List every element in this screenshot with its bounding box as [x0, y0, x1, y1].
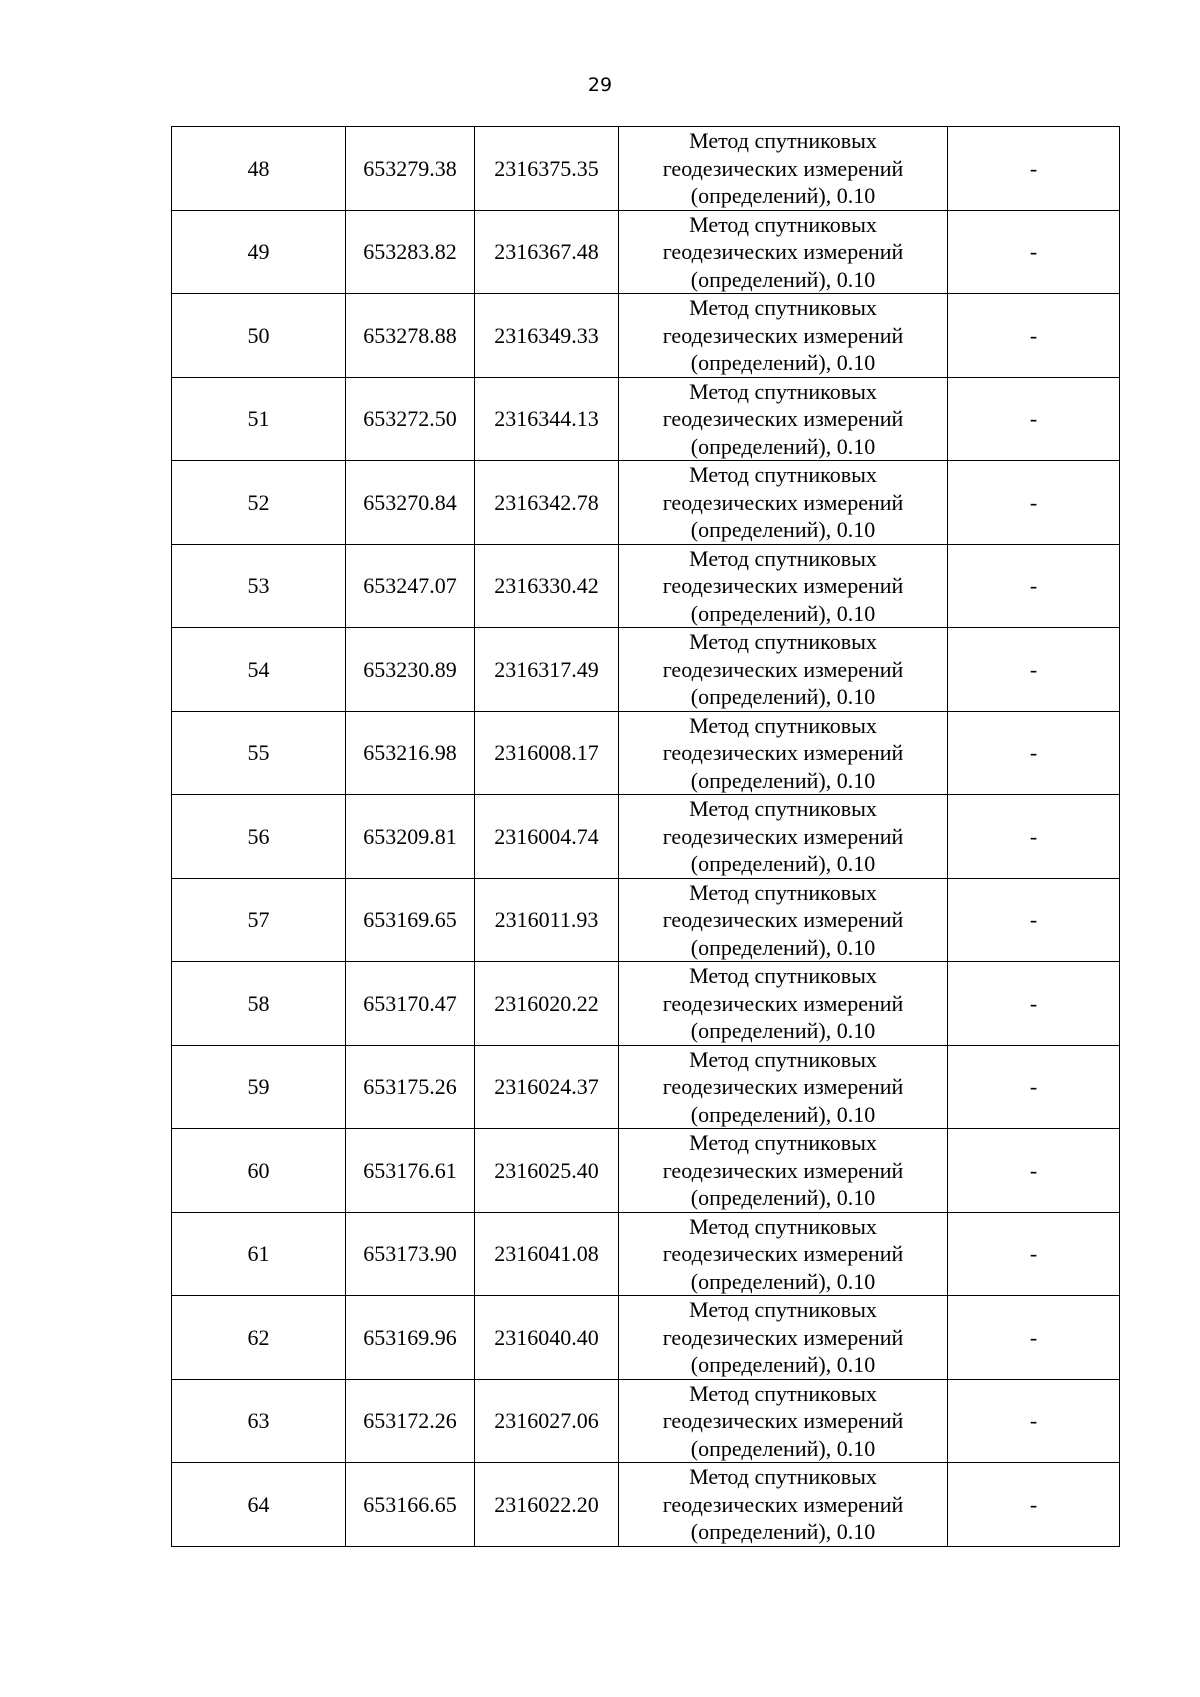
method-text-line: Метод спутниковых	[689, 378, 877, 404]
method-text-line: геодезических измерений	[662, 656, 904, 682]
method-text-line: Метод спутниковых	[689, 1464, 877, 1489]
method-cell	[619, 711, 948, 795]
table-row	[172, 795, 1120, 879]
x-coordinate-cell: 653173.90	[346, 1212, 475, 1296]
method-cell	[619, 377, 948, 461]
table-row	[172, 962, 1120, 1046]
y-coordinate-cell: 2316008.17	[475, 711, 619, 795]
method-text-line: Метод спутниковых	[689, 295, 877, 320]
x-coordinate-cell: 653172.26	[346, 1379, 475, 1463]
method-text-line: (определений), 0.10	[690, 767, 876, 793]
x-coordinate-cell: 653272.50	[346, 377, 475, 461]
method-text-line: геодезических измерений	[662, 406, 904, 431]
page-number: 29	[587, 74, 613, 96]
method-cell	[619, 461, 948, 545]
table-row	[172, 127, 1120, 211]
table-row	[172, 628, 1120, 712]
method-text-line: (определений), 0.10	[690, 1185, 876, 1210]
point-number-cell: 53	[172, 544, 346, 628]
table-row	[172, 544, 1120, 628]
y-coordinate-cell: 2316027.06	[475, 1379, 619, 1463]
method-text-line: геодезических измерений	[662, 990, 904, 1016]
point-number-cell: 50	[172, 294, 346, 378]
method-cell	[619, 210, 948, 294]
method-text-line: Метод спутниковых	[689, 1297, 877, 1322]
method-cell	[619, 878, 948, 962]
y-coordinate-cell: 2316011.93	[475, 878, 619, 962]
method-text-line: (определений), 0.10	[690, 1101, 876, 1127]
note-cell: -	[948, 1463, 1120, 1547]
y-coordinate-cell: 2316344.13	[475, 377, 619, 461]
point-number-cell: 59	[172, 1045, 346, 1129]
method-text-line: (определений), 0.10	[690, 1352, 876, 1377]
note-cell: -	[948, 1296, 1120, 1380]
table-row	[172, 1379, 1120, 1463]
point-number-cell: 51	[172, 377, 346, 461]
point-number-cell: 64	[172, 1463, 346, 1547]
x-coordinate-cell: 653278.88	[346, 294, 475, 378]
method-text-line: Метод спутниковых	[689, 462, 877, 487]
point-number-cell: 56	[172, 795, 346, 879]
y-coordinate-cell: 2316022.20	[475, 1463, 619, 1547]
table-row	[172, 1463, 1120, 1547]
method-cell	[619, 1296, 948, 1380]
table-row	[172, 1212, 1120, 1296]
method-text-line: геодезических измерений	[662, 1324, 904, 1350]
table-row	[172, 1045, 1120, 1129]
method-text-line: Метод спутниковых	[689, 1380, 877, 1406]
method-cell	[619, 1379, 948, 1463]
method-text-line: (определений), 0.10	[690, 851, 876, 876]
note-cell: -	[948, 127, 1120, 211]
method-text-line: (определений), 0.10	[690, 1519, 876, 1544]
method-cell	[619, 127, 948, 211]
method-text-line: геодезических измерений	[662, 740, 904, 765]
table-row	[172, 210, 1120, 294]
y-coordinate-cell: 2316020.22	[475, 962, 619, 1046]
y-coordinate-cell: 2316375.35	[475, 127, 619, 211]
point-number-cell: 61	[172, 1212, 346, 1296]
coordinates-table	[171, 126, 1120, 1547]
method-text-line: (определений), 0.10	[690, 1268, 876, 1294]
method-text-line: Метод спутниковых	[689, 963, 877, 988]
x-coordinate-cell: 653176.61	[346, 1129, 475, 1213]
note-cell: -	[948, 294, 1120, 378]
x-coordinate-cell: 653283.82	[346, 210, 475, 294]
method-text-line: Метод спутниковых	[689, 1213, 877, 1239]
x-coordinate-cell: 653166.65	[346, 1463, 475, 1547]
method-text-line: (определений), 0.10	[690, 934, 876, 960]
x-coordinate-cell: 653170.47	[346, 962, 475, 1046]
y-coordinate-cell: 2316025.40	[475, 1129, 619, 1213]
x-coordinate-cell: 653270.84	[346, 461, 475, 545]
x-coordinate-cell: 653169.96	[346, 1296, 475, 1380]
table-row	[172, 461, 1120, 545]
y-coordinate-cell: 2316330.42	[475, 544, 619, 628]
note-cell: -	[948, 1379, 1120, 1463]
note-cell: -	[948, 377, 1120, 461]
x-coordinate-cell: 653175.26	[346, 1045, 475, 1129]
method-text-line: (определений), 0.10	[690, 266, 876, 292]
y-coordinate-cell: 2316342.78	[475, 461, 619, 545]
note-cell: -	[948, 461, 1120, 545]
point-number-cell: 58	[172, 962, 346, 1046]
point-number-cell: 60	[172, 1129, 346, 1213]
method-cell	[619, 962, 948, 1046]
table-row	[172, 294, 1120, 378]
method-text-line: (определений), 0.10	[690, 684, 876, 709]
y-coordinate-cell: 2316004.74	[475, 795, 619, 879]
method-cell	[619, 628, 948, 712]
note-cell: -	[948, 795, 1120, 879]
method-text-line: Метод спутниковых	[689, 545, 877, 571]
method-text-line: (определений), 0.10	[690, 1435, 876, 1461]
x-coordinate-cell: 653209.81	[346, 795, 475, 879]
y-coordinate-cell: 2316024.37	[475, 1045, 619, 1129]
method-text-line: геодезических измерений	[662, 1241, 904, 1266]
note-cell: -	[948, 1212, 1120, 1296]
point-number-cell: 63	[172, 1379, 346, 1463]
table-row	[172, 1129, 1120, 1213]
y-coordinate-cell: 2316367.48	[475, 210, 619, 294]
point-number-cell: 52	[172, 461, 346, 545]
method-text-line: Метод спутниковых	[689, 128, 877, 153]
method-text-line: геодезических измерений	[662, 239, 904, 264]
method-text-line: геодезических измерений	[662, 823, 904, 849]
method-cell	[619, 1045, 948, 1129]
method-text-line: геодезических измерений	[662, 1408, 904, 1433]
method-text-line: геодезических измерений	[662, 573, 904, 598]
method-text-line: (определений), 0.10	[690, 433, 876, 459]
method-cell	[619, 1463, 948, 1547]
method-text-line: геодезических измерений	[662, 155, 904, 181]
note-cell: -	[948, 711, 1120, 795]
x-coordinate-cell: 653216.98	[346, 711, 475, 795]
y-coordinate-cell: 2316349.33	[475, 294, 619, 378]
method-text-line: Метод спутниковых	[689, 629, 877, 654]
point-number-cell: 55	[172, 711, 346, 795]
point-number-cell: 62	[172, 1296, 346, 1380]
method-text-line: (определений), 0.10	[690, 600, 876, 626]
method-cell	[619, 1212, 948, 1296]
y-coordinate-cell: 2316041.08	[475, 1212, 619, 1296]
point-number-cell: 49	[172, 210, 346, 294]
point-number-cell: 54	[172, 628, 346, 712]
table-row	[172, 711, 1120, 795]
method-text-line: геодезических измерений	[662, 1491, 904, 1517]
method-text-line: геодезических измерений	[662, 1074, 904, 1099]
x-coordinate-cell: 653230.89	[346, 628, 475, 712]
table-row	[172, 1296, 1120, 1380]
method-text-line: геодезических измерений	[662, 489, 904, 515]
method-cell	[619, 544, 948, 628]
note-cell: -	[948, 210, 1120, 294]
note-cell: -	[948, 628, 1120, 712]
method-text-line: (определений), 0.10	[690, 1018, 876, 1043]
method-text-line: геодезических измерений	[662, 907, 904, 932]
method-text-line: (определений), 0.10	[690, 183, 876, 208]
x-coordinate-cell: 653247.07	[346, 544, 475, 628]
note-cell: -	[948, 1129, 1120, 1213]
point-number-cell: 57	[172, 878, 346, 962]
method-text-line: Метод спутниковых	[689, 796, 877, 821]
table-row	[172, 878, 1120, 962]
method-cell	[619, 795, 948, 879]
note-cell: -	[948, 1045, 1120, 1129]
method-text-line: (определений), 0.10	[690, 517, 876, 542]
table-row	[172, 377, 1120, 461]
point-number-cell: 48	[172, 127, 346, 211]
method-text-line: Метод спутниковых	[689, 1130, 877, 1155]
note-cell: -	[948, 962, 1120, 1046]
method-text-line: Метод спутниковых	[689, 211, 877, 237]
note-cell: -	[948, 878, 1120, 962]
method-text-line: Метод спутниковых	[689, 879, 877, 905]
method-cell	[619, 294, 948, 378]
method-text-line: геодезических измерений	[662, 1157, 904, 1183]
x-coordinate-cell: 653169.65	[346, 878, 475, 962]
coordinates-table-body	[172, 127, 1120, 1547]
method-text-line: Метод спутниковых	[689, 1046, 877, 1072]
y-coordinate-cell: 2316040.40	[475, 1296, 619, 1380]
method-text-line: (определений), 0.10	[690, 350, 876, 375]
note-cell: -	[948, 544, 1120, 628]
x-coordinate-cell: 653279.38	[346, 127, 475, 211]
method-cell	[619, 1129, 948, 1213]
y-coordinate-cell: 2316317.49	[475, 628, 619, 712]
method-text-line: геодезических измерений	[662, 322, 904, 348]
method-text-line: Метод спутниковых	[689, 712, 877, 738]
